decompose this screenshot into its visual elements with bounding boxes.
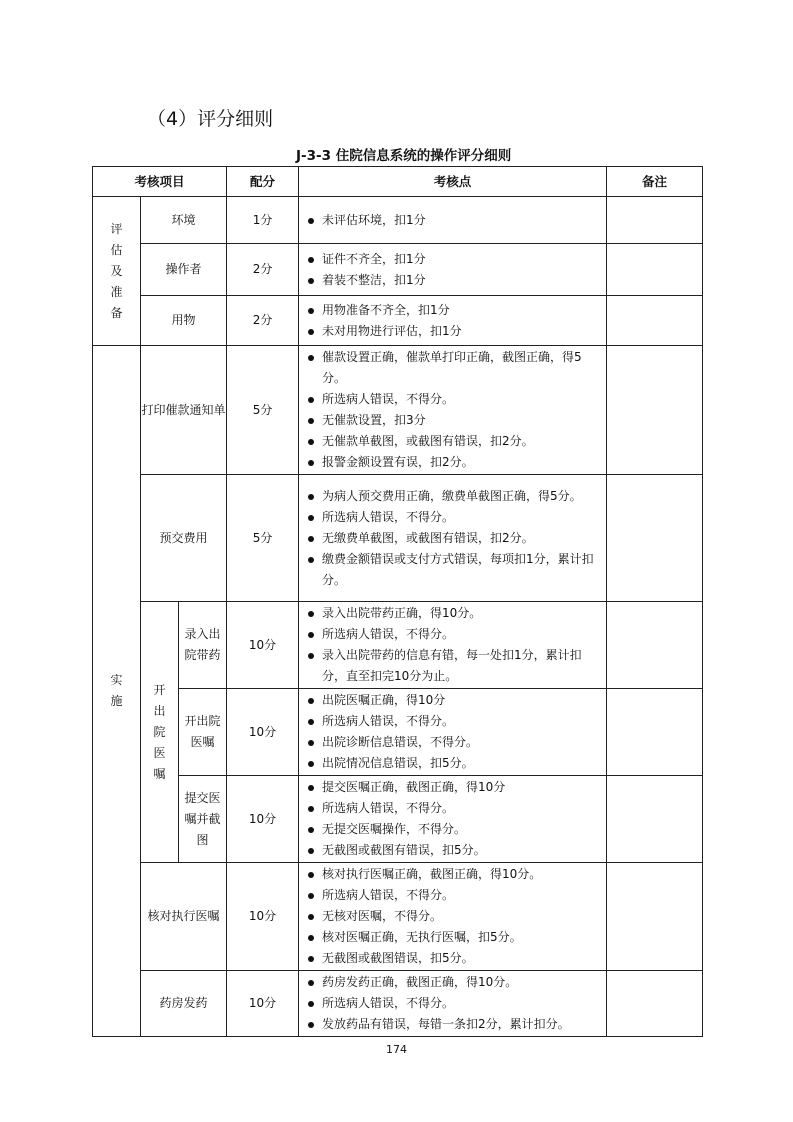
table-row [93,346,703,475]
remarks-cell [607,197,703,244]
point-item: 着装不整洁，扣1分 [307,270,602,291]
group-label-implementation: 实 施 [93,346,141,1037]
table-row [93,475,703,602]
point-item: 出院诊断信息错误，不得分。 [307,732,602,753]
score-cell: 10分 [227,602,299,689]
point-item: 为病人预交费用正确，缴费单截图正确，得5分。 [307,486,602,507]
point-item: 所选病人错误，不得分。 [307,993,602,1014]
point-item: 未评估环境，扣1分 [307,210,602,231]
points-cell [299,475,607,602]
item-label: 药房发药 [141,971,227,1037]
table-row [93,197,703,244]
points-cell [299,346,607,475]
remarks-cell [607,776,703,863]
point-item: 所选病人错误，不得分。 [307,885,602,906]
table-row [93,689,703,776]
points-cell [299,689,607,776]
points-cell [299,863,607,971]
remarks-cell [607,296,703,346]
item-label: 用物 [141,296,227,346]
remarks-cell [607,689,703,776]
point-item: 所选病人错误，不得分。 [307,389,602,410]
remarks-cell [607,244,703,296]
remarks-cell [607,971,703,1037]
table-caption: J-3-3 住院信息系统的操作评分细则 [296,148,512,164]
point-item: 无提交医嘱操作，不得分。 [307,819,602,840]
score-cell: 2分 [227,244,299,296]
remarks-cell [607,602,703,689]
table-row [93,296,703,346]
point-item: 无截图或截图有错误，扣5分。 [307,840,602,861]
table-row [93,244,703,296]
point-item: 核对执行医嘱正确，截图正确，得10分。 [307,864,602,885]
point-item: 无核对医嘱，不得分。 [307,906,602,927]
points-cell [299,971,607,1037]
score-cell: 5分 [227,346,299,475]
remarks-cell [607,863,703,971]
point-item: 录入出院带药的信息有错，每一处扣1分，累计扣分，直至扣完10分为止。 [307,645,602,687]
header-item: 考核项目 [93,167,227,197]
point-item: 报警金额设置有误，扣2分。 [307,452,602,473]
point-item: 出院情况信息错误，扣5分。 [307,753,602,774]
points-cell [299,296,607,346]
score-cell: 1分 [227,197,299,244]
item-label: 预交费用 [141,475,227,602]
remarks-cell [607,346,703,475]
points-cell [299,244,607,296]
score-cell: 10分 [227,863,299,971]
points-cell [299,197,607,244]
header-remarks: 备注 [607,167,703,197]
point-item: 缴费金额错误或支付方式错误，每项扣1分，累计扣分。 [307,549,602,591]
point-item: 催款设置正确，催款单打印正确，截图正确，得5分。 [307,347,602,389]
point-item: 未对用物进行评估，扣1分 [307,321,602,342]
point-item: 所选病人错误，不得分。 [307,507,602,528]
points-cell [299,776,607,863]
points-cell [299,602,607,689]
point-item: 核对医嘱正确，无执行医嘱，扣5分。 [307,927,602,948]
item-label: 提交医嘱并截图 [179,776,227,863]
group-label-discharge-orders: 开 出 院 医 嘱 [141,602,179,863]
score-cell: 10分 [227,689,299,776]
point-item: 所选病人错误，不得分。 [307,624,602,645]
item-label: 环境 [141,197,227,244]
item-label: 录入出院带药 [179,602,227,689]
point-item: 证件不齐全，扣1分 [307,249,602,270]
item-label: 核对执行医嘱 [141,863,227,971]
page-number: 174 [386,1043,407,1056]
table-header-row [93,167,703,197]
section-title: （4）评分细则 [147,108,274,130]
scoring-table [92,166,703,1037]
remarks-cell [607,475,703,602]
item-label: 操作者 [141,244,227,296]
point-item: 提交医嘱正确，截图正确，得10分 [307,777,602,798]
score-cell: 5分 [227,475,299,602]
point-item: 所选病人错误，不得分。 [307,711,602,732]
point-item: 发放药品有错误，每错一条扣2分，累计扣分。 [307,1014,602,1035]
table-row [93,863,703,971]
point-item: 无缴费单截图，或截图有错误，扣2分。 [307,528,602,549]
score-cell: 2分 [227,296,299,346]
score-cell: 10分 [227,971,299,1037]
score-cell: 10分 [227,776,299,863]
table-row [93,971,703,1037]
point-item: 无催款设置，扣3分 [307,410,602,431]
item-label: 打印催款通知单 [141,346,227,475]
table-row [93,602,703,689]
point-item: 出院医嘱正确，得10分 [307,690,602,711]
header-points: 考核点 [299,167,607,197]
point-item: 用物准备不齐全，扣1分 [307,300,602,321]
point-item: 所选病人错误，不得分。 [307,798,602,819]
point-item: 录入出院带药正确，得10分。 [307,603,602,624]
group-label-assessment: 评 估 及 准 备 [93,197,141,346]
point-item: 药房发药正确，截图正确，得10分。 [307,972,602,993]
header-score: 配分 [227,167,299,197]
item-label: 开出院医嘱 [179,689,227,776]
point-item: 无催款单截图，或截图有错误，扣2分。 [307,431,602,452]
point-item: 无截图或截图错误，扣5分。 [307,948,602,969]
table-row [93,776,703,863]
